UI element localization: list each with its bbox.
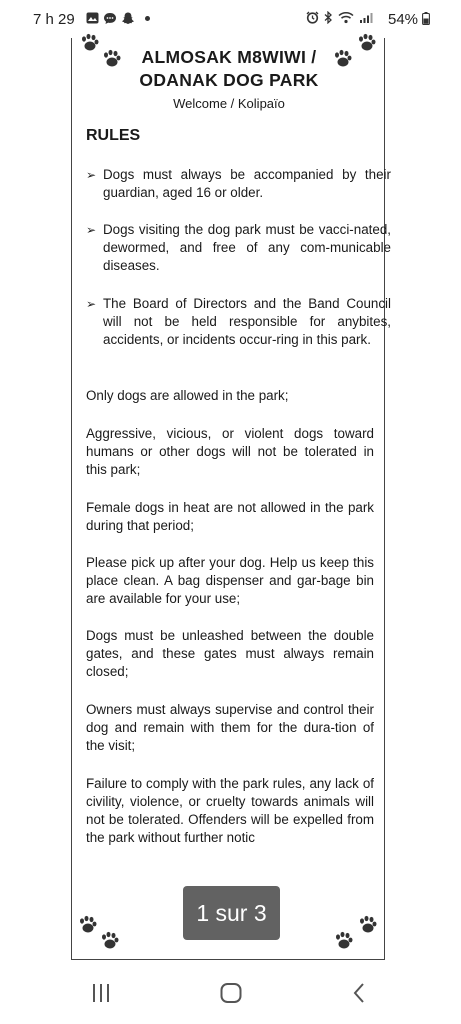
battery-icon xyxy=(422,12,430,25)
status-time: 7 h 29 xyxy=(33,11,75,28)
wifi-icon xyxy=(338,11,354,24)
rule-paragraph: Failure to comply with the park rules, any lack of civility, violence, or cruelty towards animals will not be tolerated. Offenders will be expelled from the park without further notic xyxy=(86,776,374,845)
park-title-line1: ALMOSAK M8WIWI / xyxy=(141,47,317,67)
chat-icon xyxy=(103,12,117,25)
image-icon xyxy=(86,12,99,24)
welcome-subtitle: Welcome / Kolipaïo xyxy=(173,96,285,111)
snapchat-icon xyxy=(121,11,135,25)
navigation-bar xyxy=(0,962,461,1024)
notification-dot-icon xyxy=(145,16,150,21)
rules-document[interactable] xyxy=(71,38,391,960)
rule-bullet: ➢ The Board of Directors and the Band Council will not be held responsible for anybites, accidents, or incidents occur-ring in this park. xyxy=(86,296,391,347)
paw-prints-icon xyxy=(332,914,378,954)
rule-paragraph: Aggressive, vicious, or violent dogs toward humans or other dogs will not be tolerated in this park; xyxy=(86,426,374,477)
park-title-line2: ODANAK DOG PARK xyxy=(139,70,319,90)
alarm-icon xyxy=(306,11,319,24)
rule-paragraph: Please pick up after your dog. Help us keep this place clean. A bag dispenser and gar-bage bin are available for your use; xyxy=(86,555,374,606)
rule-paragraph: Owners must always supervise and control their dog and remain with them for the dura-tion of the visit; xyxy=(86,702,374,753)
rule-bullet: ➢ Dogs visiting the dog park must be vacci-nated, dewormed, and free of any com-municable diseases. xyxy=(86,222,391,273)
rule-paragraph: Dogs must be unleashed between the double gates, and these gates must always remain closed; xyxy=(86,628,374,679)
status-bar xyxy=(0,0,461,38)
home-icon[interactable] xyxy=(219,982,243,1004)
back-icon[interactable] xyxy=(351,982,367,1004)
arrow-bullet-icon: ➢ xyxy=(86,168,97,182)
signal-icon xyxy=(359,12,373,24)
recent-apps-icon[interactable] xyxy=(91,982,111,1004)
paw-prints-icon xyxy=(78,914,124,954)
rule-paragraph: Only dogs are allowed in the park; xyxy=(86,388,289,403)
page-indicator: 1 sur 3 xyxy=(183,886,280,940)
bluetooth-icon xyxy=(324,11,333,24)
rule-paragraph: Female dogs in heat are not allowed in the park during that period; xyxy=(86,500,374,533)
arrow-bullet-icon: ➢ xyxy=(86,223,97,237)
rules-heading: RULES xyxy=(86,127,141,144)
arrow-bullet-icon: ➢ xyxy=(86,297,97,311)
rule-bullet: ➢ Dogs must always be accompanied by their guardian, aged 16 or older. xyxy=(86,167,391,200)
battery-percent: 54% xyxy=(388,11,419,28)
